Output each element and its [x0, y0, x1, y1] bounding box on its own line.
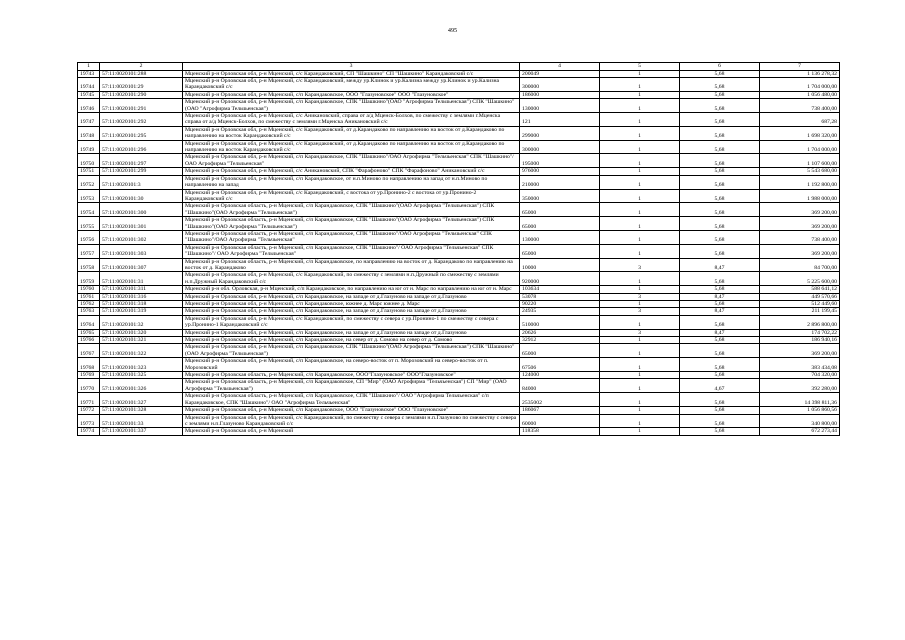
cadastral-number: 57:11:0020101:311	[100, 286, 183, 293]
area-value: 920000	[520, 272, 600, 286]
category-code: 1	[600, 358, 680, 372]
location-address: Мценский р-н Орловская обл, р-н Мценский, с/п Карандаковское, СПК "Шашкино"/ОАО Агрофирма "Тельчьенская" СПК "Шашкино"/ОАО Агрофирма "Тельчьенская"	[183, 154, 520, 168]
area-value: 20626	[520, 329, 600, 336]
table-row	[78, 344, 840, 358]
cadastral-value: 1 192 800,00	[760, 175, 840, 189]
cadastral-value: 1 704 000,00	[760, 140, 840, 154]
cadastral-number: 57:11:0020101:32	[100, 315, 183, 329]
rate-value: 5,68	[680, 407, 760, 414]
location-address: Мценский р-н Орловская обл, р-н Мценский, с/с Карандаковский, по смежеству с севера с ур.Пронино-1 по смежеству с севера с ур.Пронино-1 Карандаковский с/с	[183, 315, 520, 329]
rate-value: 8,47	[680, 329, 760, 336]
row-number: 19751	[78, 168, 100, 175]
cadastral-value: 1 136 278,32	[760, 70, 840, 77]
table-row	[78, 428, 840, 435]
rate-value: 5,68	[680, 91, 760, 98]
cadastral-value: 687,28	[760, 113, 840, 127]
cadastral-number: 57:11:0020101:3	[100, 175, 183, 189]
cadastral-number: 57:11:0020101:326	[100, 379, 183, 393]
location-address: Мценский р-н Орловская обл, р-н Мценский, с/п Карандаковское, от н.п.Миново по направлению на запад от н.п.Миново по направлению на запад	[183, 175, 520, 189]
rate-value: 8,47	[680, 258, 760, 272]
rate-value: 5,68	[680, 414, 760, 428]
row-number: 19759	[78, 272, 100, 286]
cadastral-number: 57:11:0020101:297	[100, 154, 183, 168]
location-address: Мценский р-н Орловская обл, р-н Мценский, с/п Карандаковское, на западе от д.Глазуново на западе от д.Глазуново	[183, 308, 520, 315]
category-code: 1	[600, 428, 680, 435]
rate-value: 8,47	[680, 293, 760, 300]
row-number: 19762	[78, 301, 100, 308]
area-value: 90220	[520, 301, 600, 308]
row-number: 19754	[78, 203, 100, 217]
cadastral-number: 57:11:0020101:320	[100, 329, 183, 336]
location-address: Мценский р-н Орловская обл, р-н Мценский, с/п Карандаковское, на север от д. Сомово на север от д. Сомово	[183, 337, 520, 344]
cadastral-number: 57:11:0020101:30	[100, 189, 183, 203]
rate-value: 5,68	[680, 372, 760, 379]
table-row	[78, 189, 840, 203]
cadastral-number: 57:11:0020101:321	[100, 337, 183, 344]
cadastral-number: 57:11:0020101:302	[100, 230, 183, 244]
cadastral-value: 588 641,12	[760, 286, 840, 293]
cadastral-value: 738 400,00	[760, 99, 840, 113]
cadastral-number: 57:11:0020101:322	[100, 344, 183, 358]
cadastral-number: 57:11:0020101:292	[100, 113, 183, 127]
rate-value: 5,68	[680, 78, 760, 92]
location-address: Мценский р-н Орловская обл, р-н Мценский, с/с Карандаковский, между ур.Клинок и ур.Кализна между ур.Клинок и ур.Кализна Карандаковский с/с	[183, 78, 520, 92]
rate-value: 5,68	[680, 230, 760, 244]
cadastral-value: 2 896 800,00	[760, 315, 840, 329]
area-value: 84000	[520, 379, 600, 393]
area-value: 2535002	[520, 393, 600, 407]
table-row	[78, 91, 840, 98]
cadastral-number: 57:11:0020101:307	[100, 258, 183, 272]
table-row	[78, 154, 840, 168]
location-address: Мценский р-н Орловская обл, р-н Мценский, с/п Карандаковское, ООО "Глазуновское" ООО "Глазуновское"	[183, 407, 520, 414]
cadastral-value: 449 570,66	[760, 293, 840, 300]
cadastral-value: 1 704 000,00	[760, 78, 840, 92]
category-code: 1	[600, 315, 680, 329]
area-value: 67506	[520, 358, 600, 372]
area-value: 186067	[520, 407, 600, 414]
column-header: 4	[520, 63, 600, 71]
table-row	[78, 217, 840, 231]
location-address: Мценский р-н Орловская обл, р-н Мценский, с/п Карандаковское, СПК "Шашкино"(ОАО Агрофирма "Тельчьенская") СПК "Шашкино"(ОАО Агрофирма "Тельчьенская")	[183, 344, 520, 358]
category-code: 1	[600, 91, 680, 98]
row-number: 19767	[78, 344, 100, 358]
category-code: 1	[600, 189, 680, 203]
area-value: 130000	[520, 230, 600, 244]
table-row	[78, 99, 840, 113]
location-address: Мценский р-н Орловская область, р-н Мценский, с/п Карандаковское, СПК "Шашкино"/ ОАО "Агрофирма Тельчьенская" с/п Карандаковское, СПК "Шашкино"/ ОАО "Агрофирма Тельчьенская"	[183, 393, 520, 407]
category-code: 1	[600, 244, 680, 258]
cadastral-number: 57:11:0020101:33	[100, 414, 183, 428]
rate-value: 5,68	[680, 217, 760, 231]
cadastral-value: 14 398 811,36	[760, 393, 840, 407]
rate-value: 5,68	[680, 393, 760, 407]
location-address: Мценский р-н Орловская область, р-н Мценский, с/п Карандаковское, СПК "Шашкино"(ОАО Агрофирма "Тельчьенская") СПК "Шашкино"(ОАО Агрофирма "Тельчьенская")	[183, 203, 520, 217]
category-code: 1	[600, 414, 680, 428]
row-number: 19763	[78, 308, 100, 315]
category-code: 1	[600, 372, 680, 379]
area-value: 186000	[520, 91, 600, 98]
location-address: Мценский р-н Орловская обл, р-н Мценский, с/с Карандаковский, по смежеству с землями н.п.Дружный по смежеству с землями н.п.Дружный Карандаковский с/с	[183, 272, 520, 286]
rate-value: 5,68	[680, 168, 760, 175]
cadastral-value: 1 698 320,00	[760, 126, 840, 140]
table-row	[78, 113, 840, 127]
table-row	[78, 203, 840, 217]
cadastral-value: 5 225 600,00	[760, 272, 840, 286]
row-number: 19746	[78, 99, 100, 113]
cadastral-value: 672 273,44	[760, 428, 840, 435]
cadastral-value: 340 800,00	[760, 414, 840, 428]
table-row	[78, 407, 840, 414]
area-value: 124000	[520, 372, 600, 379]
row-number: 19748	[78, 126, 100, 140]
row-number: 19752	[78, 175, 100, 189]
area-value: 118358	[520, 428, 600, 435]
column-header: 7	[760, 63, 840, 71]
table-row	[78, 379, 840, 393]
row-number: 19753	[78, 189, 100, 203]
cadastral-value: 369 200,00	[760, 203, 840, 217]
rate-value: 5,68	[680, 154, 760, 168]
table-row	[78, 140, 840, 154]
table-row	[78, 70, 840, 77]
location-address: Мценский р-н Орловская область, р-н Мценский, с/п Карандаковское, СПК "Шашкино"(ОАО Агрофирма "Тельчьенская") СПК "Шашкино"(ОАО Агрофирма "Тельчьенская")	[183, 217, 520, 231]
area-value: 510000	[520, 315, 600, 329]
cadastral-number: 57:11:0020101:328	[100, 407, 183, 414]
location-address: Мценский р-н Орловская область, р-н Мценский, с/п Карандаковское, СП "Мир" (ОАО Агрофирма "Тельчьенская") СП "Мир" (ОАО Агрофирма "Тельчьенская")	[183, 379, 520, 393]
row-number: 19755	[78, 217, 100, 231]
location-address: Мценский р-н Орловская обл, р-н Мценский, с/п Карандаковское, на северо-восток от п. Морозовский на северо-восток от п. Морозовский	[183, 358, 520, 372]
column-header: 1	[78, 63, 100, 71]
location-address: Мценский р-н Орловская обл, р-н Мценский, с/с Карандаковский, по смежеству с севера с землями н.п.Глазуново по смежеству с севера с землями н.п.Глазуново Карандаковский с/с	[183, 414, 520, 428]
cadastral-value: 1 988 000,00	[760, 189, 840, 203]
cadastral-value: 369 200,00	[760, 344, 840, 358]
cadastral-value: 174 702,22	[760, 329, 840, 336]
area-value: 130000	[520, 99, 600, 113]
rate-value: 5,68	[680, 315, 760, 329]
location-address: Мценский р-н Орловская обл, р-н Мценский	[183, 428, 520, 435]
category-code: 1	[600, 113, 680, 127]
table-row	[78, 272, 840, 286]
rate-value: 5,68	[680, 140, 760, 154]
row-number: 19761	[78, 293, 100, 300]
row-number: 19744	[78, 78, 100, 92]
row-number: 19749	[78, 140, 100, 154]
area-value: 300000	[520, 140, 600, 154]
row-number: 19745	[78, 91, 100, 98]
area-value: 53078	[520, 293, 600, 300]
registry-body	[78, 63, 840, 436]
location-address: Мценский р-н Орловская область, р-н Мценский, с/п Карандаковское, СПК "Шашкино"/ОАО Агрофирма "Тельчьенская" СПК "Шашкино"/ОАО Агрофирма "Тельчьенская"	[183, 230, 520, 244]
row-number: 19771	[78, 393, 100, 407]
row-number: 19750	[78, 154, 100, 168]
area-value: 32912	[520, 337, 600, 344]
cadastral-number: 57:11:0020101:31	[100, 272, 183, 286]
table-row	[78, 286, 840, 293]
land-registry-table	[77, 62, 840, 436]
row-number: 19768	[78, 358, 100, 372]
row-number: 19757	[78, 244, 100, 258]
category-code: 1	[600, 337, 680, 344]
column-header: 6	[680, 63, 760, 71]
cadastral-number: 57:11:0020101:316	[100, 293, 183, 300]
row-number: 19772	[78, 407, 100, 414]
cadastral-value: 369 200,00	[760, 217, 840, 231]
cadastral-value: 512 449,60	[760, 301, 840, 308]
rate-value: 5,68	[680, 272, 760, 286]
category-code: 1	[600, 203, 680, 217]
table-row	[78, 258, 840, 272]
cadastral-value: 211 199,45	[760, 308, 840, 315]
cadastral-number: 57:11:0020101:299	[100, 168, 183, 175]
location-address: Мценский р-н Орловская область, р-н Мценский, с/п Карандаковское, ООО"Глазуновское" ООО"Глазуновское"	[183, 372, 520, 379]
category-code: 3	[600, 308, 680, 315]
cadastral-number: 57:11:0020101:301	[100, 217, 183, 231]
rate-value: 5,68	[680, 113, 760, 127]
column-number-row	[78, 63, 840, 71]
table-row	[78, 175, 840, 189]
area-value: 299000	[520, 126, 600, 140]
area-value: 121	[520, 113, 600, 127]
location-address: Мценский р-н Орловская обл, р-н Мценский, с/с Аникановский, справа от а/д Мценск-Болхов, по смежеству с землями г.Мценска справа от а/д Мценск-Болхов, по смежеству с землями г.Мценска Аникановский с/с	[183, 113, 520, 127]
rate-value: 8,47	[680, 308, 760, 315]
cadastral-number: 57:11:0020101:296	[100, 140, 183, 154]
table-row	[78, 337, 840, 344]
row-number: 19765	[78, 329, 100, 336]
rate-value: 5,68	[680, 126, 760, 140]
cadastral-value: 1 107 600,00	[760, 154, 840, 168]
rate-value: 5,68	[680, 428, 760, 435]
location-address: Мценский р-н обл. Орловская, р-н Мценский, с/п Карандаковское, по направлению на юг от н. Марс по направлению на юг от н. Марс	[183, 286, 520, 293]
location-address: Мценский р-н Орловская обл, р-н Мценский, с/п Карандаковское, на западе от д.Глазуново на западе от д.Глазуново	[183, 329, 520, 336]
category-code: 1	[600, 154, 680, 168]
column-header: 2	[100, 63, 183, 71]
category-code: 1	[600, 175, 680, 189]
cadastral-value: 186 940,16	[760, 337, 840, 344]
category-code: 3	[600, 258, 680, 272]
rate-value: 5,68	[680, 344, 760, 358]
row-number: 19769	[78, 372, 100, 379]
table-row	[78, 230, 840, 244]
location-address: Мценский р-н Орловская обл, р-н Мценский, с/п Карандаковское, на западе от д.Глазуново на западе от д.Глазуново	[183, 293, 520, 300]
location-address: Мценский р-н Орловская область, р-н Мценский, с/п Карандаковское, по направлению на восток от д. Карандаково по направлению на восток от д. Карандаково	[183, 258, 520, 272]
category-code: 1	[600, 126, 680, 140]
area-value: 10000	[520, 258, 600, 272]
category-code: 1	[600, 286, 680, 293]
location-address: Мценский р-н Орловская обл, р-н Мценский, с/с Карандаковский, с востока от ур.Пронино-2 с востока от ур.Пронино-2 Карандаковский с/с	[183, 189, 520, 203]
area-value: 65000	[520, 217, 600, 231]
cadastral-value: 392 280,00	[760, 379, 840, 393]
rate-value: 5,68	[680, 203, 760, 217]
page-number: 495	[447, 27, 458, 34]
category-code: 1	[600, 407, 680, 414]
row-number: 19756	[78, 230, 100, 244]
location-address: Мценский р-н Орловская обл, р-н Мценский, с/с Карандаковский, от д.Карандаково по направлению на восток от д.Карандаково по направлению на восток Карандаковский с/с	[183, 126, 520, 140]
cadastral-value: 1 056 860,56	[760, 407, 840, 414]
location-address: Мценский р-н Орловская обл, р-н Мценский, с/с Карандаковский, от д.Карандаково по направлению на восток от д.Карандаково по направлению на восток Карандаковский с/с	[183, 140, 520, 154]
location-address: Мценский р-н Орловская область, р-н Мценский, с/п Карандаковское, СПК "Шашкино"/ ОАО Агрофирма "Тельчьенская" СПК "Шашкино"/ ОАО Агрофирма "Тельчьенская"	[183, 244, 520, 258]
cadastral-number: 57:11:0020101:290	[100, 91, 183, 98]
category-code: 1	[600, 272, 680, 286]
category-code: 1	[600, 99, 680, 113]
category-code: 1	[600, 217, 680, 231]
category-code: 1	[600, 301, 680, 308]
table-row	[78, 315, 840, 329]
area-value: 24935	[520, 308, 600, 315]
table-row	[78, 329, 840, 336]
cadastral-number: 57:11:0020101:303	[100, 244, 183, 258]
cadastral-value: 704 320,00	[760, 372, 840, 379]
table-row	[78, 168, 840, 175]
area-value: 210000	[520, 175, 600, 189]
rate-value: 5,68	[680, 286, 760, 293]
row-number: 19758	[78, 258, 100, 272]
location-address: Мценский р-н Орловская обл, р-н Мценский, с/с Карандаковский, СП "Шашкино" СП "Шашкино" Карандаковский с/с	[183, 70, 520, 77]
cadastral-number: 57:11:0020101:319	[100, 308, 183, 315]
area-value: 65000	[520, 203, 600, 217]
cadastral-value: 738 400,00	[760, 230, 840, 244]
rate-value: 5,68	[680, 358, 760, 372]
row-number: 19770	[78, 379, 100, 393]
rate-value: 5,68	[680, 70, 760, 77]
category-code: 1	[600, 379, 680, 393]
table-row	[78, 126, 840, 140]
cadastral-number: 57:11:0020101:288	[100, 70, 183, 77]
area-value: 300000	[520, 78, 600, 92]
location-address: Мценский р-н Орловская обл, р-н Мценский, с/п Карандаковское, СПК "Шашкино"(ОАО "Агрофирма Тельчьенская") СПК "Шашкино"(ОАО "Агрофирма Тельчьенская")	[183, 99, 520, 113]
column-header: 5	[600, 63, 680, 71]
area-value: 103634	[520, 286, 600, 293]
rate-value: 5,68	[680, 337, 760, 344]
row-number: 19760	[78, 286, 100, 293]
category-code: 1	[600, 78, 680, 92]
cadastral-number: 57:11:0020101:337	[100, 428, 183, 435]
location-address: Мценский р-н Орловская обл, р-н Мценский, с/с Аникановский, СПК "Фарафоново" СПК "Фарафоново" Аникановский с/с	[183, 168, 520, 175]
area-value: 60000	[520, 414, 600, 428]
category-code: 1	[600, 393, 680, 407]
table-row	[78, 293, 840, 300]
cadastral-number: 57:11:0020101:318	[100, 301, 183, 308]
area-value: 200049	[520, 70, 600, 77]
cadastral-number: 57:11:0020101:300	[100, 203, 183, 217]
location-address: Мценский р-н Орловская обл, р-н Мценский, с/п Карандаковское, южнее д. Марс южнее д. Марс	[183, 301, 520, 308]
category-code: 1	[600, 344, 680, 358]
column-header: 3	[183, 63, 520, 71]
table-row	[78, 308, 840, 315]
rate-value: 5,68	[680, 189, 760, 203]
area-value: 65000	[520, 344, 600, 358]
cadastral-value: 383 434,08	[760, 358, 840, 372]
category-code: 1	[600, 70, 680, 77]
row-number: 19743	[78, 70, 100, 77]
row-number: 19774	[78, 428, 100, 435]
cadastral-number: 57:11:0020101:29	[100, 78, 183, 92]
cadastral-number: 57:11:0020101:325	[100, 372, 183, 379]
category-code: 1	[600, 230, 680, 244]
cadastral-value: 5 543 680,00	[760, 168, 840, 175]
cadastral-number: 57:11:0020101:295	[100, 126, 183, 140]
cadastral-value: 84 700,00	[760, 258, 840, 272]
rate-value: 5,68	[680, 99, 760, 113]
table-row	[78, 78, 840, 92]
area-value: 195000	[520, 154, 600, 168]
row-number: 19766	[78, 337, 100, 344]
category-code: 1	[600, 168, 680, 175]
row-number: 19747	[78, 113, 100, 127]
category-code: 3	[600, 293, 680, 300]
cadastral-number: 57:11:0020101:327	[100, 393, 183, 407]
table-row	[78, 358, 840, 372]
row-number: 19773	[78, 414, 100, 428]
cadastral-number: 57:11:0020101:323	[100, 358, 183, 372]
area-value: 65000	[520, 244, 600, 258]
table-row	[78, 372, 840, 379]
category-code: 3	[600, 329, 680, 336]
rate-value: 4,67	[680, 379, 760, 393]
table-row	[78, 244, 840, 258]
table-row	[78, 393, 840, 407]
cadastral-value: 369 200,00	[760, 244, 840, 258]
cadastral-number: 57:11:0020101:291	[100, 99, 183, 113]
row-number: 19764	[78, 315, 100, 329]
location-address: Мценский р-н Орловская обл, р-н Мценский, с/п Карандаковское, ООО "Глазуновское" ООО "Глазуновское"	[183, 91, 520, 98]
table-row	[78, 301, 840, 308]
rate-value: 5,68	[680, 244, 760, 258]
cadastral-value: 1 056 480,00	[760, 91, 840, 98]
table-row	[78, 414, 840, 428]
area-value: 350000	[520, 189, 600, 203]
rate-value: 5,68	[680, 175, 760, 189]
category-code: 1	[600, 140, 680, 154]
area-value: 976000	[520, 168, 600, 175]
rate-value: 5,68	[680, 301, 760, 308]
